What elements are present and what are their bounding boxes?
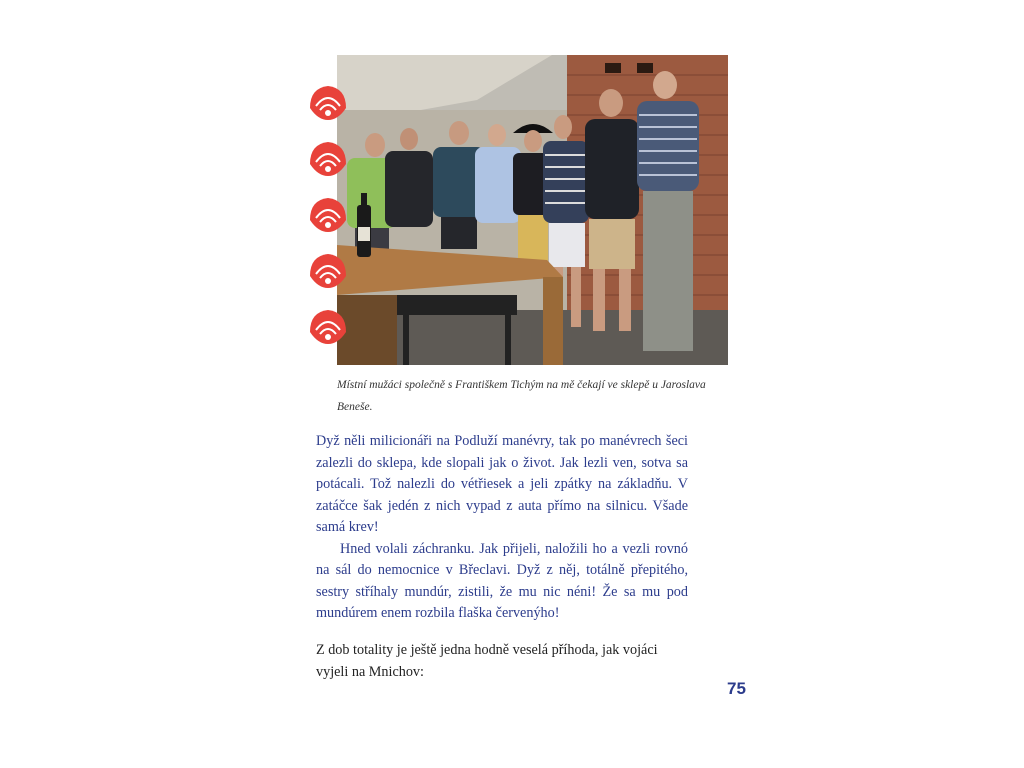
folk-flower-icon bbox=[306, 248, 350, 292]
narration-text bbox=[316, 640, 688, 683]
folk-flower-icon bbox=[306, 80, 350, 124]
story-paragraph-1: Dyž něli milicionáři na Podluží manévry, tak po manévrech šeci zalezli do sklepa, kde slopali jak o život. Jak lezli ven, sotva sa potácali. Tož nalezli do vétřiesek a jeli zpátky na základňu. V zatáčce šak jedén z nich vypad z auta přímo na silnicu. Všade samá krev! bbox=[316, 433, 688, 535]
folk-flower-icon bbox=[306, 192, 350, 236]
group-photo bbox=[337, 55, 728, 365]
folk-flower-icon bbox=[306, 136, 350, 180]
story-paragraph-2: Hned volali záchranku. Jak přijeli, naložili ho a vezli rovnó na sál do nemocnice v Břeclavi. Dyž z něj, totálně přepitého, sestry stříhaly mundúr, zistili, že mu nic néni! Že sa mu pod mundúrem enem rozbila flaška červenýho! bbox=[316, 540, 688, 621]
photo-caption: Místní mužáci společně s Františkem Tichým na mě čekají ve sklepě u Jaroslava Beneše. bbox=[337, 379, 706, 413]
folk-ornament-column bbox=[306, 80, 350, 350]
narration-paragraph: Z dob totality je ještě jedna hodně veselá příhoda, jak vojáci vyjeli na Mnichov: bbox=[316, 642, 658, 680]
folk-flower-icon bbox=[306, 304, 350, 348]
story-text bbox=[316, 431, 688, 625]
page-number: 75 bbox=[727, 679, 746, 698]
